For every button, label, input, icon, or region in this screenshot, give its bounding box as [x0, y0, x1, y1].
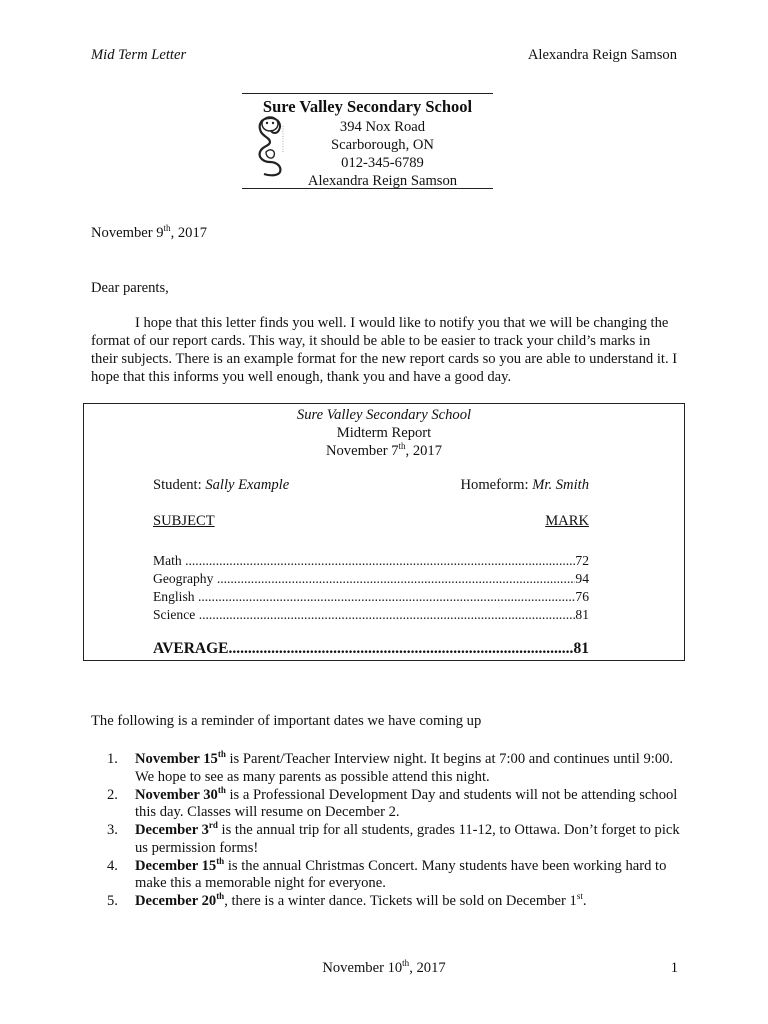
student-name: Sally Example	[205, 477, 290, 493]
list-item: 2. November 30th is a Professional Development Day and students will not be attending school this day. Classes will resume on December 2.	[107, 784, 678, 820]
letter-body	[91, 314, 678, 386]
mark-row	[153, 606, 589, 624]
letter-body-text: I hope that this letter finds you well. I would like to notify you that we will be changing the format of our report cards. This way, it should be able to be easier to track your child’s marks in their subjects. There is an example format for the new report cards so you are able to understand it. I hope that this informs you well enough, thank you and have a good day.	[91, 315, 678, 385]
subject-mark: 81	[575, 607, 589, 622]
student-label: Student:	[153, 477, 202, 493]
letterhead	[242, 93, 493, 189]
list-item: 5. December 20th, there is a winter dance. Tickets will be sold on December 1st.	[107, 891, 587, 909]
mark-column-header: MARK	[545, 513, 589, 529]
salutation: Dear parents,	[91, 280, 169, 296]
report-title: Midterm Report	[336, 425, 432, 441]
homeform-teacher: Mr. Smith	[532, 477, 589, 493]
mark-row	[153, 552, 589, 570]
report-student-row	[153, 477, 589, 494]
subject-mark: 94	[575, 571, 589, 586]
report-date: November 7th, 2017	[325, 441, 443, 459]
letterhead-phone: 012-345-6789	[341, 155, 424, 171]
important-dates-list	[107, 751, 682, 911]
subject-name: Math	[153, 553, 182, 568]
list-item: 4. December 15th is the annual Christmas Concert. Many students have been working hard to make this a memorable night for everyone.	[107, 855, 667, 891]
subject-name: Science	[153, 607, 196, 622]
average-value: 81	[573, 640, 589, 657]
letterhead-address-line2: Scarborough, ON	[331, 137, 434, 153]
subject-name: Geography	[153, 571, 214, 586]
letter-date: November 9th, 2017	[91, 223, 208, 241]
page-header	[91, 46, 677, 64]
header-author: Alexandra Reign Samson	[527, 47, 677, 63]
marks-list	[153, 552, 589, 624]
letterhead-author: Alexandra Reign Samson	[307, 173, 458, 189]
average-label: AVERAGE	[153, 640, 229, 657]
subject-name: English	[153, 589, 195, 604]
letterhead-address-line1: 394 Nox Road	[339, 119, 426, 135]
mark-row	[153, 588, 589, 606]
subject-column-header: SUBJECT	[153, 513, 215, 529]
subject-mark: 76	[575, 589, 589, 604]
homeform-label: Homeform:	[460, 477, 529, 493]
list-item: 1. November 15th is Parent/Teacher Interview night. It begins at 7:00 and continues until 9:00. We hope to see as many parents as possible attend this night.	[107, 749, 674, 785]
report-column-headers	[153, 513, 589, 530]
subject-mark: 72	[575, 553, 589, 568]
header-doc-title: Mid Term Letter	[91, 47, 187, 63]
list-item: 3. December 3rd is the annual trip for all students, grades 11-12, to Ottawa. Don’t forget to pick us permission forms!	[107, 820, 680, 856]
mark-row	[153, 570, 589, 588]
reminders-intro: The following is a reminder of important dates we have coming up	[91, 713, 482, 729]
footer-date: November 10th, 2017	[322, 958, 446, 976]
average-row	[153, 640, 589, 658]
page-number: 1	[670, 960, 678, 976]
report-school-name: Sure Valley Secondary School	[296, 407, 472, 423]
sample-report-card	[83, 403, 685, 661]
letterhead-school-name: Sure Valley Secondary School	[262, 97, 473, 116]
